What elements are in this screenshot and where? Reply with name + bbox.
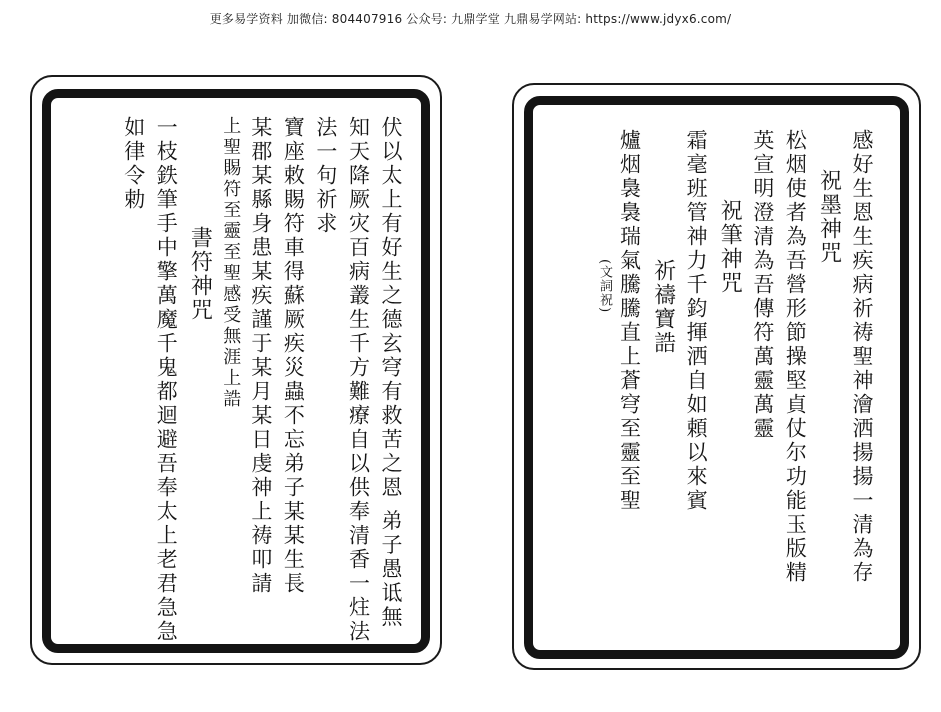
left-card-inner-frame xyxy=(42,89,430,653)
right-note: (文詞祝) xyxy=(596,259,612,314)
left-column-6: 上聖賜符至靈至聖感受無涯上誥 xyxy=(220,116,242,410)
right-column-3: 松烟使者為吾營形節操堅貞仗尔功能玉版精 xyxy=(783,129,808,585)
right-card-text xyxy=(595,129,878,649)
right-heading-brush-spell: 祝筆神咒 xyxy=(717,199,743,295)
right-column-8: 爐烟裊裊瑞氣騰騰直上蒼穹至靈至聖 xyxy=(617,129,642,513)
left-column-3: 法一句祈求 xyxy=(313,116,338,236)
right-talisman-card xyxy=(512,83,921,670)
left-card-text xyxy=(117,116,407,644)
left-column-1: 伏以太上有好生之德玄穹有救苦之恩 弟子愚诋無 xyxy=(379,116,403,630)
left-column-9: 如律令勅 xyxy=(121,116,146,212)
right-column-6: 霜毫班管神力千鈞揮洒自如頼以來賓 xyxy=(684,129,709,513)
right-card-inner-frame xyxy=(524,96,909,659)
right-heading-prayer: 祈禱寶誥 xyxy=(650,259,676,355)
right-column-1: 感好生恩生疾病祈祷聖神澮洒揚揚一清為存 xyxy=(850,129,874,585)
left-column-4: 寶座敕賜符車得蘇厥疾災蟲不忘弟子某某生長 xyxy=(281,116,306,596)
left-talisman-card xyxy=(30,75,442,665)
left-column-8: 一枝鉄筆手中擎萬魔千鬼都迴避吾奉太上老君急急 xyxy=(154,116,179,644)
right-heading-ink-spell: 祝墨神咒 xyxy=(816,169,842,265)
left-column-5: 某郡某縣身患某疾謹于某月某日虔神上祷叩請 xyxy=(248,116,273,596)
left-column-2: 知天降厥灾百病叢生千方難療自以供奉清香一炷法 xyxy=(346,116,371,644)
left-heading-talisman-spell: 書符神咒 xyxy=(187,226,213,322)
right-column-4: 英宣明澄清為吾傳符萬靈萬靈 xyxy=(750,129,775,441)
page-header: 更多易学资料 加微信: 804407916 公众号: 九鼎学堂 九鼎易学网站: https://www.jdyx6.com/ xyxy=(209,12,732,26)
